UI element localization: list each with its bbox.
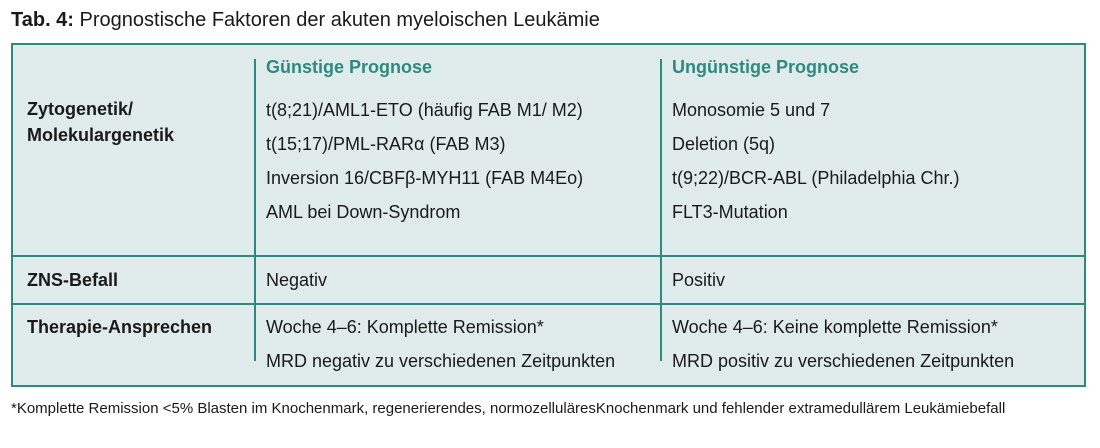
list-item: t(15;17)/PML-RARα (FAB M3) [266, 134, 506, 154]
column-divider-2 [660, 59, 662, 361]
table-number: Tab. 4: [11, 9, 74, 31]
list-item: t(8;21)/AML1-ETO (häufig FAB M1/ M2) [266, 100, 583, 120]
list-item: MRD negativ zu verschiedenen Zeitpunkten [266, 351, 616, 371]
row-label-zytogenetik [27, 96, 174, 148]
cell-zytogenetik-unfavorable [672, 93, 959, 229]
cell-zns-favorable [266, 263, 327, 297]
cell-zns-unfavorable [672, 263, 725, 297]
cell-zytogenetik-favorable [266, 93, 583, 229]
list-item: t(9;22)/BCR-ABL (Philadelphia Chr.) [672, 168, 960, 188]
list-item: Monosomie 5 und 7 [672, 100, 831, 120]
header-unfavorable: Ungünstige Prognose [672, 57, 860, 77]
list-item: AML bei Down-Syndrom [266, 202, 461, 222]
table-title [11, 8, 600, 32]
row-label-line: Therapie-Ansprechen [27, 317, 213, 337]
row-divider-1 [13, 255, 1084, 257]
cell-therapie-favorable [266, 310, 615, 378]
list-item: Woche 4–6: Keine komplette Remission* [672, 317, 998, 337]
row-label-line: Zytogenetik/ [27, 99, 134, 119]
row-label-line: Molekulargenetik [27, 125, 175, 145]
header-favorable: Günstige Prognose [266, 57, 433, 77]
list-item: FLT3-Mutation [672, 202, 788, 222]
table-caption: Prognostische Faktoren der akuten myeloischen Leukämie [79, 9, 600, 31]
row-label-line: ZNS-Befall [27, 270, 119, 290]
row-label-zns [27, 267, 118, 293]
list-item: Woche 4–6: Komplette Remission* [266, 317, 544, 337]
column-divider-1 [254, 59, 256, 361]
list-item: Negativ [266, 270, 328, 290]
row-label-therapie [27, 314, 212, 340]
cell-therapie-unfavorable [672, 310, 1014, 378]
row-divider-2 [13, 303, 1084, 305]
list-item: Deletion (5q) [672, 134, 776, 154]
prognosis-table [11, 43, 1086, 387]
footnote: *Komplette Remission <5% Blasten im Knochenmark, regenerierendes, normozelluläresKnochenmark und fehlender extramedullärem Leukämiebefall [11, 400, 1006, 417]
list-item: Positiv [672, 270, 726, 290]
list-item: MRD positiv zu verschiedenen Zeitpunkten [672, 351, 1015, 371]
list-item: Inversion 16/CBFβ-MYH11 (FAB M4Eo) [266, 168, 584, 188]
